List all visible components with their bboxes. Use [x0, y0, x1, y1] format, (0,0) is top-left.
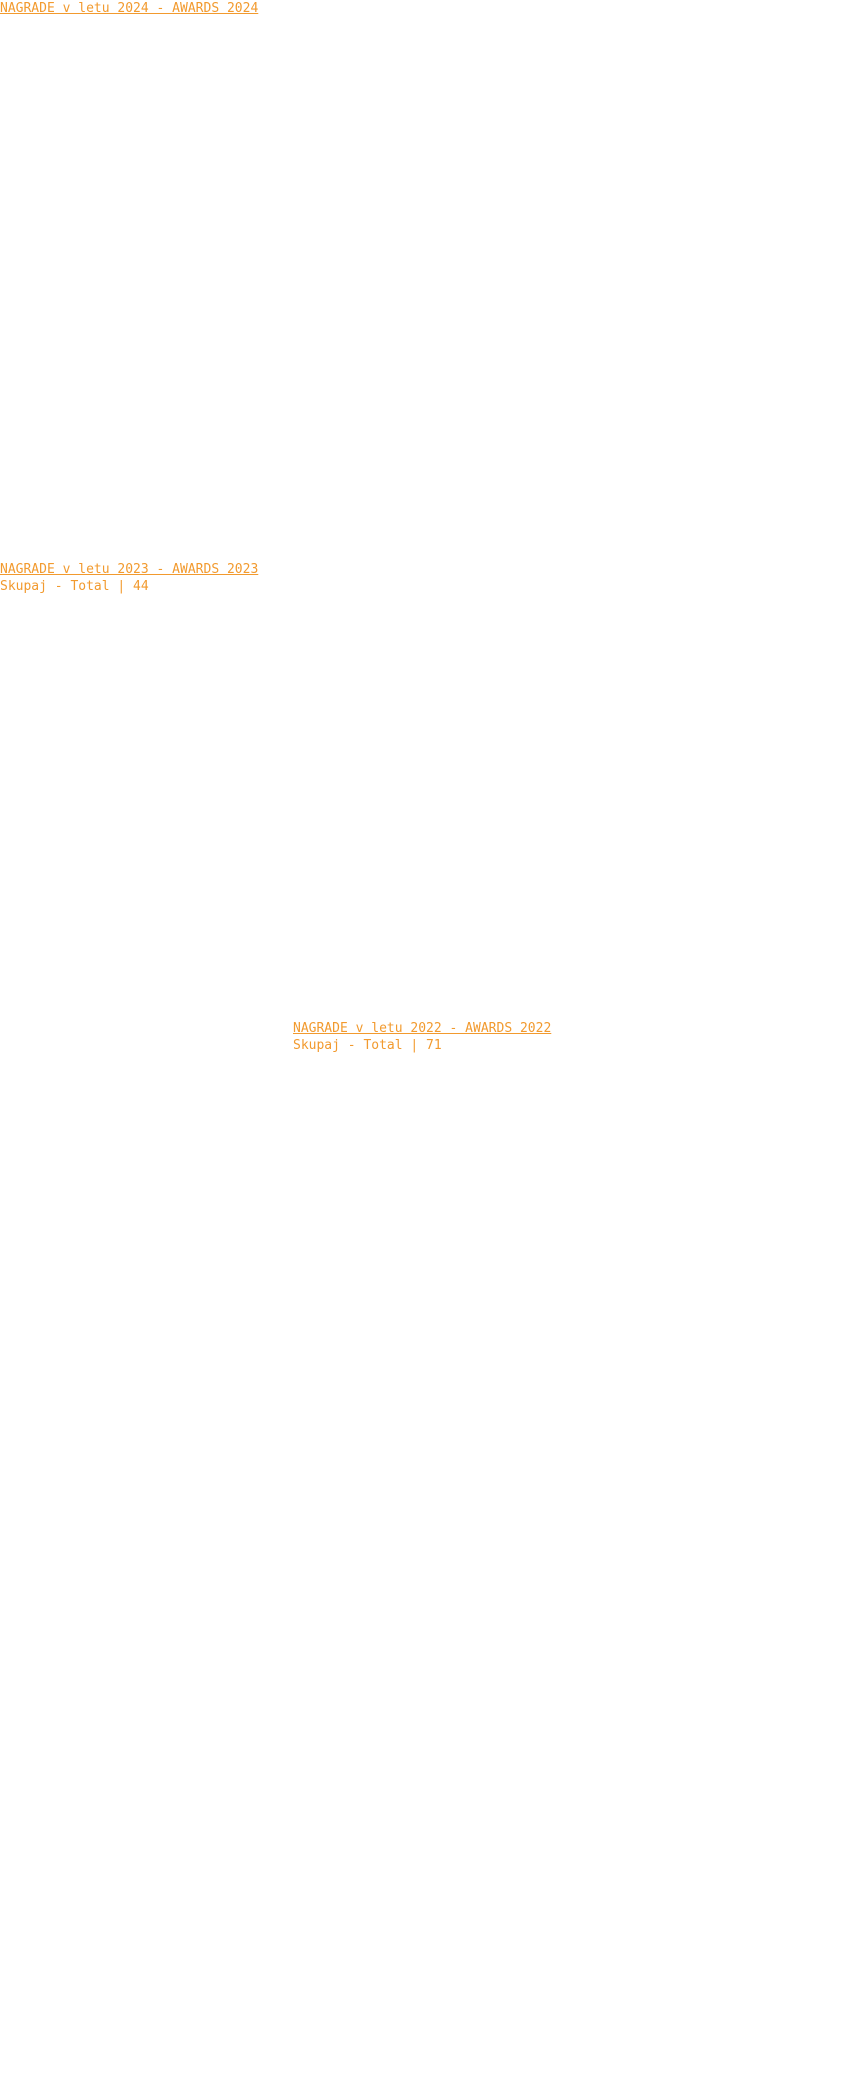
award-entry: Marjan Kogovšek - Red Sand Bass - HM	[293, 1089, 564, 1104]
spacer	[586, 1853, 866, 1870]
spacer	[586, 1700, 866, 1717]
spacer	[293, 561, 579, 578]
award-entry: Marjan Artnak - Working Horse - Salonal Gold Medal	[0, 1820, 234, 1852]
spacer	[0, 1292, 286, 1309]
award-entry: The 36th Grand Prix of Light 2023	[0, 681, 249, 696]
awards-column-middle	[293, 0, 579, 2040]
award-entry: Marjan Artnak - Stormy Clouds - Bronze Award	[586, 1531, 820, 1563]
award-entry: Circuit - TERNERITO ESFA 2023, Macedonia	[586, 766, 812, 798]
award-entry: Marjan Kogovšek - Morning Glory - HM	[293, 1684, 564, 1699]
spacer	[586, 1020, 866, 1037]
award-entry: Foto 2022 Turkey	[586, 1650, 707, 1665]
award-entry: Mirko Gigerl - Fishing - FIAP Ribbon	[586, 426, 857, 441]
award-entry: Mirko Fossil Twigs, Spain	[586, 1089, 775, 1104]
spacer	[586, 1989, 866, 2006]
award-entry: Marjan Kogovšek - A Departure - FIAP HM	[293, 1463, 564, 1495]
spacer	[0, 17, 286, 255]
award-entry: Marjan Artnak - Alley in the Blue - Gold Salon PMF HM	[293, 664, 557, 696]
award-entry: Circuit - TERNERITO ESFA 2023, Macedonia	[586, 698, 812, 730]
award-entry: Marjan Kogovšek - Gaze Through the Window - Diploma B	[586, 1820, 842, 1852]
year-awards-heading-link[interactable]: NAGRADE v letu 2022 - AWARDS 2022	[293, 1021, 552, 1036]
award-entry: Marjan Artnak - Alley in a Blue - FIAP GOLD honorable mention	[293, 409, 579, 441]
award-entry: Mirko Gigerl - Bathing Bird - Gold place in Honorable Mention	[586, 1956, 842, 1988]
award-entry: Marjan Artnak - A Sunrise in the Foggy Morning HM	[586, 1293, 827, 1325]
award-entry: 7th Internationale Sjelens Fotosalon 2024 Fotografska, Druge Slove	[293, 171, 564, 203]
award-entry: Marjan Kogovšek - Puneshop - Honorable Mention	[293, 1735, 579, 1767]
award-entry: Aleš Ferlan - Storm - SZ Award	[586, 970, 812, 985]
spacer	[586, 1564, 866, 1581]
award-entry: Marjan Artnak - Awakening in the Morning - PSA Gold medal	[0, 919, 241, 951]
award-entry: Marjan Kogovšek - The Ruined Church - ISF Diploma	[0, 1429, 279, 1461]
award-entry: Marjan Artnak - Awakening in the Morning - Special HM	[293, 817, 534, 849]
award-entry: Mirko Gigerl - Misty Daybreak - Gold HM	[586, 1106, 857, 1138]
award-entry: Mirko Gigerl - Winter Solitude - FIAP HM	[586, 511, 865, 543]
award-entry: Marjan Artnak - Stormy Clouds - ISF HM Gold Bronze Award Cascale	[293, 987, 579, 1019]
award-entry: Marjan Artnak - Stones - FIAP HM	[293, 35, 534, 50]
award-entry: 4th Internationale Kaleshikaj Photoshooting International Ika Skopje Macedonia 2023, Serbia	[293, 902, 579, 951]
award-entry: Marjan Kogovšek - Dremci - FIAP HM	[293, 1497, 549, 1512]
award-entry: IPOPIK VLASTIT 10, India	[293, 1446, 474, 1461]
award-entry: Marjan Artnak - Lone Tree - Diploma ZSK	[0, 1259, 264, 1291]
award-entry: Marjan Artnak - Dremci - PSA Gold medal	[293, 1174, 542, 1206]
award-entry: ASA 4th FRESHLY CONNECTED Salon - Circuit 2023 India	[293, 749, 542, 781]
award-entry: Aleš Ferlan - Golden Tunnel SEP Diploma	[586, 987, 820, 1019]
award-entry: Marjan Artnak - The Path in the Woods - Salon HM	[586, 732, 865, 764]
spacer	[0, 1870, 286, 1887]
award-entry: Mirko Gigerl - Weird Lights - HM	[586, 256, 827, 271]
award-entry: 7th International Salon Hungarian SABANU 2022 Serbia	[293, 1888, 542, 1920]
award-entry: Marjan Artnak - Awakening in the Morning - Slaber SRA Hall	[293, 494, 534, 526]
award-entry: Marjan Kogovšek - Morning Glory - PSA Special	[293, 2007, 572, 2039]
award-entry: Marjan Kogovšek - Autumn in Vienna - HM	[293, 1650, 564, 1682]
award-entry: Marjan Artnak - Tree Darkness - Special Silver	[586, 800, 820, 832]
award-entry: Marjan Artnak - Morning Sky - ISF HM	[586, 1395, 857, 1410]
spacer	[586, 1190, 866, 1207]
award-entry: Marjan Artnak - Castle in Dusk - Bronze Award	[586, 1786, 827, 1818]
award-entry: Internationale Saline 2023	[0, 1667, 196, 1682]
award-entry: Marjan Kogovšek - Rutherfordi - SZEH HM	[293, 1582, 564, 1614]
award-entry: Marjan Artnak - Dog Eyes - FIAP HM	[0, 868, 256, 883]
award-entry: Marjan Artnak - Alley in Blue - Medal Award	[0, 273, 279, 305]
award-entry: Marjan Artnak - Dremci - FIAP HM	[586, 137, 827, 152]
award-entry: Marjan Artnak - Stormy Clouds - Salon HM	[0, 1225, 279, 1257]
award-entry: Marjan Kogovšek - Bathingrooms - FIAP Honorable mention	[0, 1514, 279, 1546]
award-entry: Marjan Artnak - Alone - FIAP HM	[0, 732, 234, 747]
award-entry: Marjan Artnak - Stormy Clouds - Bronze HM	[586, 1429, 820, 1461]
award-entry: Ženklas Photo Award 2024, Madžarska	[0, 256, 264, 271]
spacer	[0, 782, 286, 799]
award-entry: Marjan Kogovšek - Morning Calm - Salon Honorable PSA	[293, 86, 579, 118]
award-entry: Marjan Artnak - Smithy the Lake - HM	[293, 1293, 564, 1308]
award-entry: Marjan Artnak - Dark Walls - Diploma Special	[0, 1191, 271, 1223]
year-awards-heading-link[interactable]: NAGRADE v letu 2024 - AWARDS 2024	[0, 1, 259, 16]
award-entry: Marjan Kogovšek - A Break (Wind) of Slovak - Special Prize Circuit	[0, 1752, 264, 1784]
award-entry: CEREKKEN MARE EXCITE 2023, Hungary 2023 Gold Ruby	[0, 800, 256, 832]
award-entry: Marjan Artnak - Mistery in the Dark - GOLD medal	[0, 834, 279, 866]
award-entry: Rencontre de gaze 2022, France	[586, 1582, 812, 1597]
award-entry: Marjan Kogovšek - Dream lane - PSA Silver	[0, 1344, 256, 1376]
award-entry: CEREKKEN MARE EXCITE 2023, Mature 2023 Silver award	[0, 1021, 286, 1053]
award-entry: Sprout Hungarian 17, SZF	[293, 1565, 474, 1580]
spacer	[293, 153, 579, 170]
award-entry: Marjan Artnak - The Path in the Woods - ISF Gold Medal	[586, 630, 865, 662]
award-entry: Mirko Gigerl - Morning Light - Gold HM	[586, 1140, 850, 1172]
award-entry: Mirko Gigerl - Bathing Bird - ISF Ribbon in PSA Special Diplomata	[586, 1922, 835, 1954]
award-entry: Marjan Kogovšek - Gaze Window - PSA Special	[293, 1973, 557, 2005]
spacer	[586, 1632, 866, 1649]
award-entry: 4th Internationale Circuit of Photography PSPS Indijka 2024, Panjava Judge	[293, 324, 579, 373]
award-entry: Mirko Gigerl - Working Lot - Silver Medal	[586, 545, 850, 577]
award-entry: Sandro Pelusso - Eclipse 1920 Honor - FIAP Acc diploma	[0, 358, 279, 390]
awards-column-left	[0, 0, 286, 1955]
award-entry: Mirko Gigerl - Tranquil Morning HD - Special Award	[586, 188, 857, 220]
award-entry: Marjan Kogovšek - Red Sand Bass - Gold HM	[293, 1378, 579, 1410]
award-entry: Mirko Gigerl - Red and Green - Silver Medal	[586, 477, 865, 509]
award-entry: Marjan Kogovšek - Alone Bare - HM	[0, 1854, 249, 1869]
award-entry: 5th International Salon Kosovo	[293, 1157, 519, 1172]
award-entry: Aleš Ferlan - Rainbow - IPF Ribbon	[293, 613, 549, 628]
award-entry: Marjan Artnak - Alley in Yellow - FIAP HM	[0, 1123, 286, 1155]
spacer	[0, 646, 286, 680]
spacer	[586, 867, 866, 884]
awards-total-count: Skupaj - Total | 71	[293, 1038, 442, 1053]
award-entry: Salon Fotodor, Serbia	[586, 171, 745, 186]
award-entry: Zelenbijevijski Salon Kaspisvera, Moravska Slovenija	[0, 1480, 249, 1512]
award-entry: Fotoesa 5 2022 India	[293, 1633, 444, 1648]
award-entry: Marjan Artnak - Autumn Harmony - Diploma Special	[293, 783, 534, 815]
award-entry: Marjan Artnak - Seasons - ISF HM	[293, 1361, 534, 1376]
award-entry: DIJITE Mostra Nacional 2022 Sunsthandel	[586, 1327, 790, 1359]
award-entry: Marjan Artnak - Awakening in the Morning - Merch PM HM	[0, 1089, 241, 1121]
award-entry: Marjan Dvir - Meadow - FIAP HM	[0, 426, 226, 441]
award-entry: Marjan Artnak - Twigs - PSA HM	[293, 205, 519, 220]
award-entry: Marjan Artnak - Gaze Through the Window - Internal Gold Ribe	[293, 528, 534, 560]
award-entry: Marjan Artnak - Gaze Through the Window - PSA Ribbon	[0, 953, 241, 985]
award-entry: 4th Internationale Circuit of Photography PSPS Indijka 2024, Panjava, Dark Mark	[293, 239, 519, 288]
award-entry: Salona Basel, Vegoš	[293, 1072, 436, 1087]
spacer	[586, 306, 866, 323]
spacer	[293, 1700, 579, 1717]
award-entry: Marjan Artnak - Alley in a Blue - PSA Silver Honorable mention	[293, 290, 572, 322]
award-entry: 6th Great Photographer Award 2022	[586, 1480, 835, 1495]
spacer	[0, 306, 286, 323]
award-entry: Mirko Gigerl - Loneliness - PSA Ribbon	[586, 443, 820, 475]
spacer	[293, 1615, 579, 1632]
award-entry: Mirko Gigerl - Green Mountain - Special Award	[586, 273, 820, 305]
award-entry: Doornham Kaprijastra Internatio CZE, Slovakia	[0, 1395, 271, 1427]
award-entry: Marjan Artnak - Neighbours XIV - ISF Honorable mention	[0, 1684, 271, 1716]
spacer	[0, 595, 286, 612]
award-entry: Marjan Artnak - Cloud Scene - Diploma A	[586, 1752, 865, 1784]
award-entry: Marjan Artnak - Lighting the Night - FIAP Honorable mention	[586, 103, 857, 135]
award-entry: Marjan Artnak - Spring flowers - HM	[293, 1310, 557, 1325]
spacer	[586, 153, 866, 170]
award-entry: FOTOSAVA, HUBEI 2024 Salon, Sarajevo Small of Sarajevo	[586, 324, 857, 356]
award-entry: Marjan Artnak - The Ruined Church - Salon Kolnapaski Zlata Cist	[293, 953, 557, 985]
award-entry: Marjan Kogovšek - Stormy Clouds - Salonal Gold Medal	[0, 1786, 249, 1818]
spacer	[293, 51, 579, 68]
award-entry: Marjan Artnak - Evening - Bronze HM	[586, 1412, 850, 1427]
award-entry: Marjan Artnak - Gaze Through the Window - Special	[293, 1837, 534, 1869]
spacer	[0, 1649, 286, 1666]
spacer	[293, 1326, 579, 1343]
award-entry: 11th Guts Trophy Exhibition (Greece), Beautiful Arts Salon	[0, 1888, 279, 1920]
spacer	[293, 629, 579, 646]
award-entry: Marjan Artnak - Woman in Yellow - FIAP Honorable Mention	[0, 698, 286, 730]
spacer	[0, 442, 286, 561]
spacer	[293, 1547, 579, 1564]
award-entry: Marjan Artnak - Puppi Dogada - PSA Honorable mention	[293, 1769, 549, 1801]
award-entry: Marjan Kogovšek - Autumn Colours - FIAP Honorable mention PSA Silver	[293, 120, 549, 152]
award-entry: ARIBO PRI Photo Symposium	[586, 1208, 775, 1223]
award-entry: Marjan Artnak - Dremci - HM	[293, 1259, 497, 1274]
award-entry: Marjan Artnak - Twisted Tree Shadow - Diploma	[0, 1922, 279, 1954]
award-entry: Radiate Photo Studio, Serbia	[293, 1718, 504, 1733]
award-entry: Circuit 7 Spectral 2023 Ciglaron	[0, 1174, 241, 1189]
spacer	[293, 1428, 579, 1445]
award-entry: Mirko Gigerl - A Shepherd - Honorable mention	[586, 358, 865, 390]
spacer	[293, 731, 579, 748]
award-entry: 4th Internationale Circuit of Photography PSPS Indijka 2024, Sepia Dark	[293, 443, 564, 492]
award-entry: 8th Regional International Digital Salon 2024	[586, 69, 842, 101]
award-entry: Marjan Artnak - Shadows - HM	[293, 1242, 504, 1257]
spacer	[293, 1870, 579, 1887]
award-entry: Marjan Artnak - Loneliness - Salon Honorable HM	[586, 834, 842, 866]
award-entry: Marjan Artnak - Romantic Couple - Merch PM Gold Medal	[0, 1055, 249, 1087]
award-entry: Marjan Kogovšek - Palace - FIAP HM	[293, 1412, 549, 1427]
award-entry: Marjan Artnak - Sphinx PSA GOLD - PSA Gold medal	[293, 1208, 572, 1240]
award-entry: Mirko Gigerl - Bathing Bird - Ribbon place in the Serbia Diploma	[586, 1888, 857, 1920]
award-entry: Mirko Gigerl - Bathing Bird in - Diploma special	[586, 222, 827, 254]
award-entry: DIJITE Mostra Nacional 2022, Italy	[586, 1276, 842, 1291]
spacer	[293, 884, 579, 901]
award-entry: Spezant Fokus Foto Fifty Slovenija	[293, 647, 549, 662]
award-entry: Marjan Artnak - Church in Blue - FIAP Honorable mention	[586, 1667, 865, 1699]
spacer	[0, 1377, 286, 1394]
award-entry: 5th Internationale Salon Kalmanek Romana 2024 Ukrajina	[0, 324, 249, 356]
award-entry: Josef Mathews - A Fruits Pomegranate - FIAP Honorable mention	[0, 392, 286, 424]
award-entry: Salon Photopoint 2024, Brasil, Palomes	[293, 69, 579, 84]
award-entry: 11th Belgrade Photo Salon - Serbia 2023, Serbia	[0, 613, 256, 645]
award-entry: Foto 2022, Slovenia	[586, 2007, 729, 2022]
award-entry: Mirko Gigerl - Storm in Mountain - SNHB GOLD	[586, 392, 842, 424]
award-entry: Marjan Artnak - Alley in Blue - GPL Honorable Mention	[0, 749, 264, 781]
spacer	[293, 1139, 579, 1156]
spacer	[586, 1258, 866, 1275]
awards-column-right	[586, 0, 866, 2091]
spacer	[586, 51, 866, 68]
spacer	[0, 1547, 286, 1564]
award-entry: Gold Silver Salona Kreshkega	[586, 1038, 797, 1053]
award-entry: Marjan Artnak - The Departure - FIAP HM	[293, 1514, 564, 1546]
spacer	[293, 221, 579, 238]
award-entry: Marjan Kogovšek - Autumn Lunavre - ISF HM	[586, 2024, 842, 2056]
award-entry: Mirko Gigerl - Sunny Cornfields - Gold HM	[586, 1055, 835, 1087]
award-entry: Marjan Artnak - Dremci - HM	[293, 1276, 497, 1291]
award-entry: Marjan Kogovšek - A Break (Wind) of Slovak - CAP	[0, 1718, 264, 1750]
spacer	[0, 1462, 286, 1479]
year-awards-heading-link[interactable]: NAGRADE v letu 2023 - AWARDS 2023	[0, 562, 259, 577]
award-entry: Marjan Artnak - Alley in a Blue - PSA HM	[293, 851, 572, 883]
award-entry: Marjan Artnak - Stormy Clouds - PSA Honorable Mention	[293, 698, 557, 730]
award-entry: Mirko Gigerl - Bird Mother - ISF Ribbon	[586, 18, 827, 50]
award-entry: Foto Night Salona, ANDRIJA, Bosnia	[586, 885, 842, 900]
award-entry: International 6th Rokonpkolonijska (USPF) Fotografska Asociacija Amateurs (Beige)	[0, 1565, 286, 1614]
spacer	[586, 1462, 866, 1479]
award-entry: 8th Internationale Salon Kalakala ISHAFPA 2024 Karachi	[293, 579, 542, 611]
award-entry: Marjan Artnak - Stones - ISF Ruby Honorable Mention	[293, 375, 542, 407]
award-entry: Circuit - TERNERITO ESFA 2023, Macedonia	[586, 596, 812, 628]
award-entry: Gold Artist Tour 2022, Rome	[293, 1344, 497, 1359]
spacer	[586, 578, 866, 595]
award-entry: Marjan Artnak - Gaze Through the Window - PSA HM	[586, 1497, 827, 1529]
award-entry: Aleš Ferlan - Loneliness - Special Award	[586, 936, 842, 968]
award-entry: Aleš Ferlan - Golden Moment - Special Award	[586, 902, 865, 934]
award-entry: Marjan Artnak - Autumn Harmony - FIAP HM	[293, 1, 572, 33]
award-entry: Mirko Gigerl - Weird Lights - Gold HM	[586, 1174, 865, 1189]
award-entry: Marjan Artnak - Tree Darkness - Special HM	[586, 664, 820, 696]
award-entry: 4th International Jeroj Cocani Hungarian	[0, 1310, 226, 1342]
award-entry: Marjan Artnak - Autumn Harmony - Diploma	[293, 1803, 534, 1835]
award-entry: Marjan Artnak - Art of Departure - FIAP HM	[586, 1225, 842, 1257]
award-entry: Marjan Artnak - Stormy Clouds - PSA Silver Mdl	[0, 987, 264, 1019]
award-entry: CEREKKEN MARE EXCITE 2023, Gold 2023, Rubin	[0, 885, 279, 917]
award-entry: Marjan Artnak - Ascension - Contest Honorable Mention Slides	[0, 1616, 264, 1648]
award-entry: Salon Reading 2A Photo International Hungary	[586, 1718, 857, 1750]
award-entry: Tina Vlašic - Fall Leafs - ISF Ribbon	[586, 1, 865, 16]
award-entry: Marjan Kogovšek - Autumn Cloud Night Pars - ISF Honorable mention	[586, 2058, 857, 2090]
award-entry: TERRITO STUDIO CIRCUIT 2022, Serbia	[586, 1871, 850, 1886]
award-entry: Marjan Artnak - Castle Sunbean - ISF HM	[586, 1361, 857, 1393]
award-entry: Marjan Kogovšek - Spring of Flowers Light - HM	[293, 1106, 557, 1138]
spacer	[293, 1054, 579, 1071]
spacer	[0, 1156, 286, 1173]
awards-total-count: Skupaj - Total | 44	[0, 579, 149, 594]
award-entry: Marjan Kogovšek - Grenadier - Gold Honorable Award	[586, 1599, 842, 1631]
award-entry: Marjan Kogovšek - Morning Glory - Serbian FA Salon Foto Club Honorable Serbia FA	[293, 1922, 564, 1971]
